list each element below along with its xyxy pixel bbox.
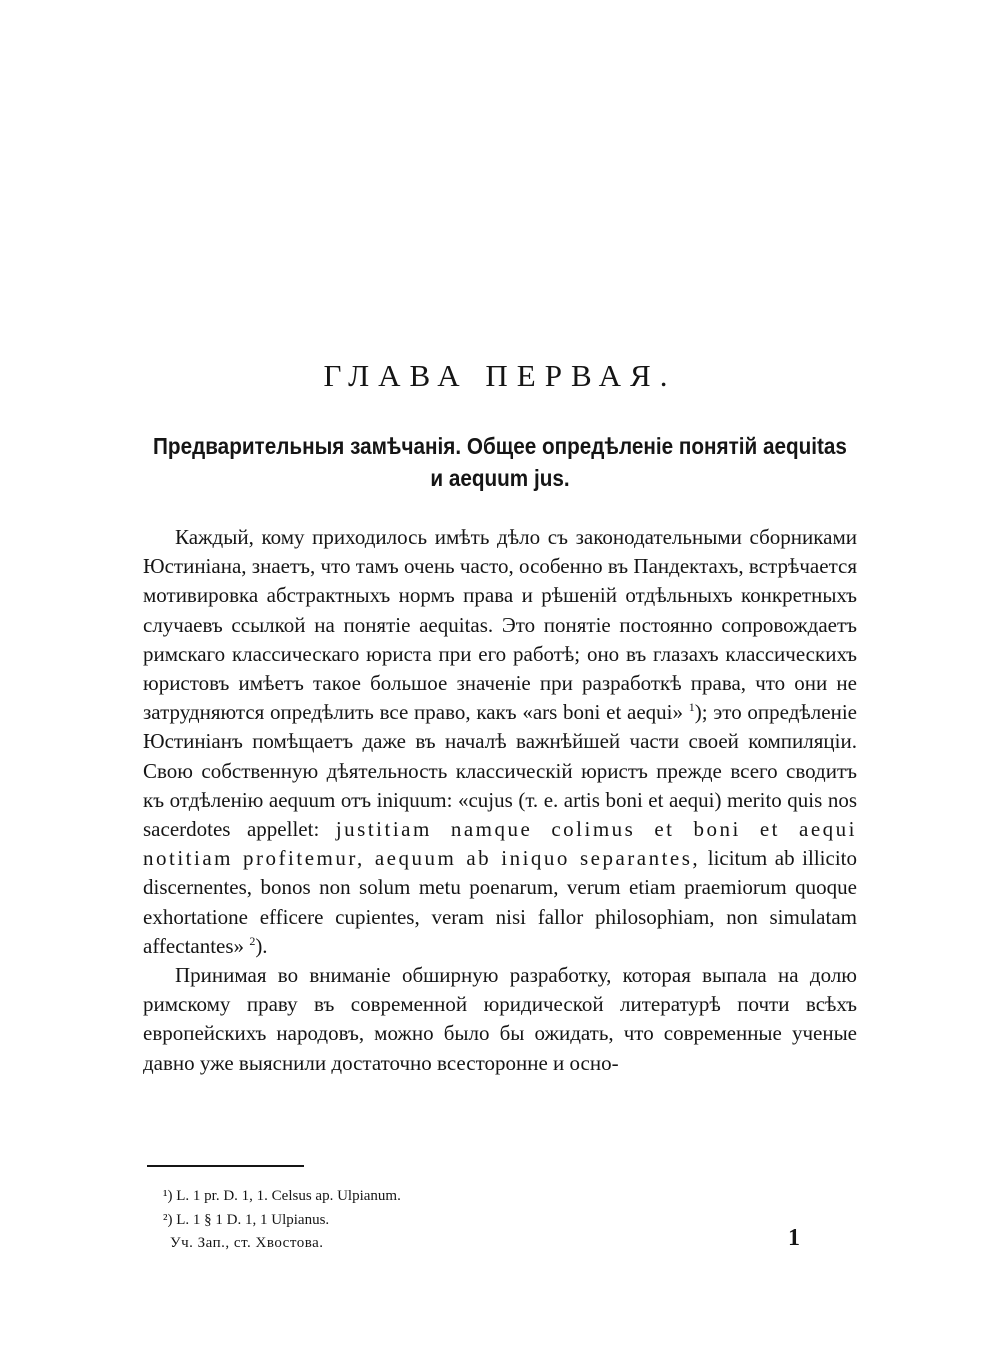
footnote-2-mark: ²) bbox=[163, 1212, 173, 1228]
paragraph-1-part-d: ). bbox=[255, 933, 268, 958]
main-text bbox=[143, 523, 857, 1078]
paragraph-2: Принимая во вниманіе обширную разработку, которая выпала на долю римскому праву въ современной юридической литературѣ почти всѣхъ европейскихъ народовъ, можно было бы ожидать, что современные ученые давно уже выяснили достаточно всесторонне и осно- bbox=[143, 963, 857, 1075]
footnotes bbox=[163, 1184, 763, 1232]
paragraph-1 bbox=[143, 523, 857, 961]
paragraph-1-part-a: Каждый, кому приходилось имѣть дѣло съ законодательными сборниками Юстиніана, знаетъ, что тамъ очень часто, особенно въ Пандектахъ, встрѣчается мотивировка абстрактныхъ нормъ права и рѣшеній отдѣльныхъ конкретныхъ случаевъ ссылкой на понятіе aequitas. Это понятіе постоянно сопровождаетъ римскаго классическаго юриста при его работѣ; оно въ глазахъ классическихъ юристовъ имѣетъ такое большое значеніе при разработкѣ права, что они не затрудняются опредѣлить все право, какъ «ars boni et aequi» bbox=[143, 525, 857, 725]
paragraph-1-spaced-quote: justitiam namque colimus et boni et aequi notitiam profitemur, aequum ab iniquo separantes, bbox=[143, 817, 858, 871]
chapter-subtitle bbox=[140, 430, 860, 494]
paragraph-1-part-c: licitum ab illicito discernentes, bonos non solum metu poenarum, verum etiam praemiorum quoque exhortatione efficere cupientes, veram nisi fallor philosophiam, non simulatam affectantes» bbox=[143, 846, 857, 958]
page-number: 1 bbox=[788, 1225, 800, 1251]
footnote-1-text: L. 1 pr. D. 1, 1. Celsus ap. Ulpianum. bbox=[176, 1188, 401, 1204]
footnote-divider bbox=[147, 1165, 304, 1167]
footnote-ref-2: 2 bbox=[249, 933, 256, 948]
footnote-1-mark: ¹) bbox=[163, 1188, 173, 1204]
footer-source: Уч. Зап., ст. Хвостова. bbox=[170, 1235, 324, 1251]
footnote-2-text: L. 1 § 1 D. 1, 1 Ulpianus. bbox=[176, 1212, 330, 1228]
paragraph-1-part-b: ); это опредѣленіе Юстиніанъ помѣщаетъ даже въ началѣ важнѣйшей части своей компиляціи. Свою собственную дѣятельность классическій юристъ прежде всего сводитъ къ отдѣленію aequum отъ iniquum: «cujus (т. е. artis boni et aequi) merito quis nos sacerdotes appellet: bbox=[143, 700, 857, 842]
footnote-ref-1: 1 bbox=[688, 700, 695, 715]
footnote-2 bbox=[163, 1208, 763, 1232]
subtitle-line-1: Предварительныя замѣчанія. Общее опредѣленіе понятій aequitas bbox=[153, 433, 847, 459]
chapter-title: ГЛАВА ПЕРВАЯ. bbox=[323, 358, 677, 393]
subtitle-line-2: и aequum jus. bbox=[430, 465, 570, 491]
footnote-1 bbox=[163, 1184, 763, 1208]
